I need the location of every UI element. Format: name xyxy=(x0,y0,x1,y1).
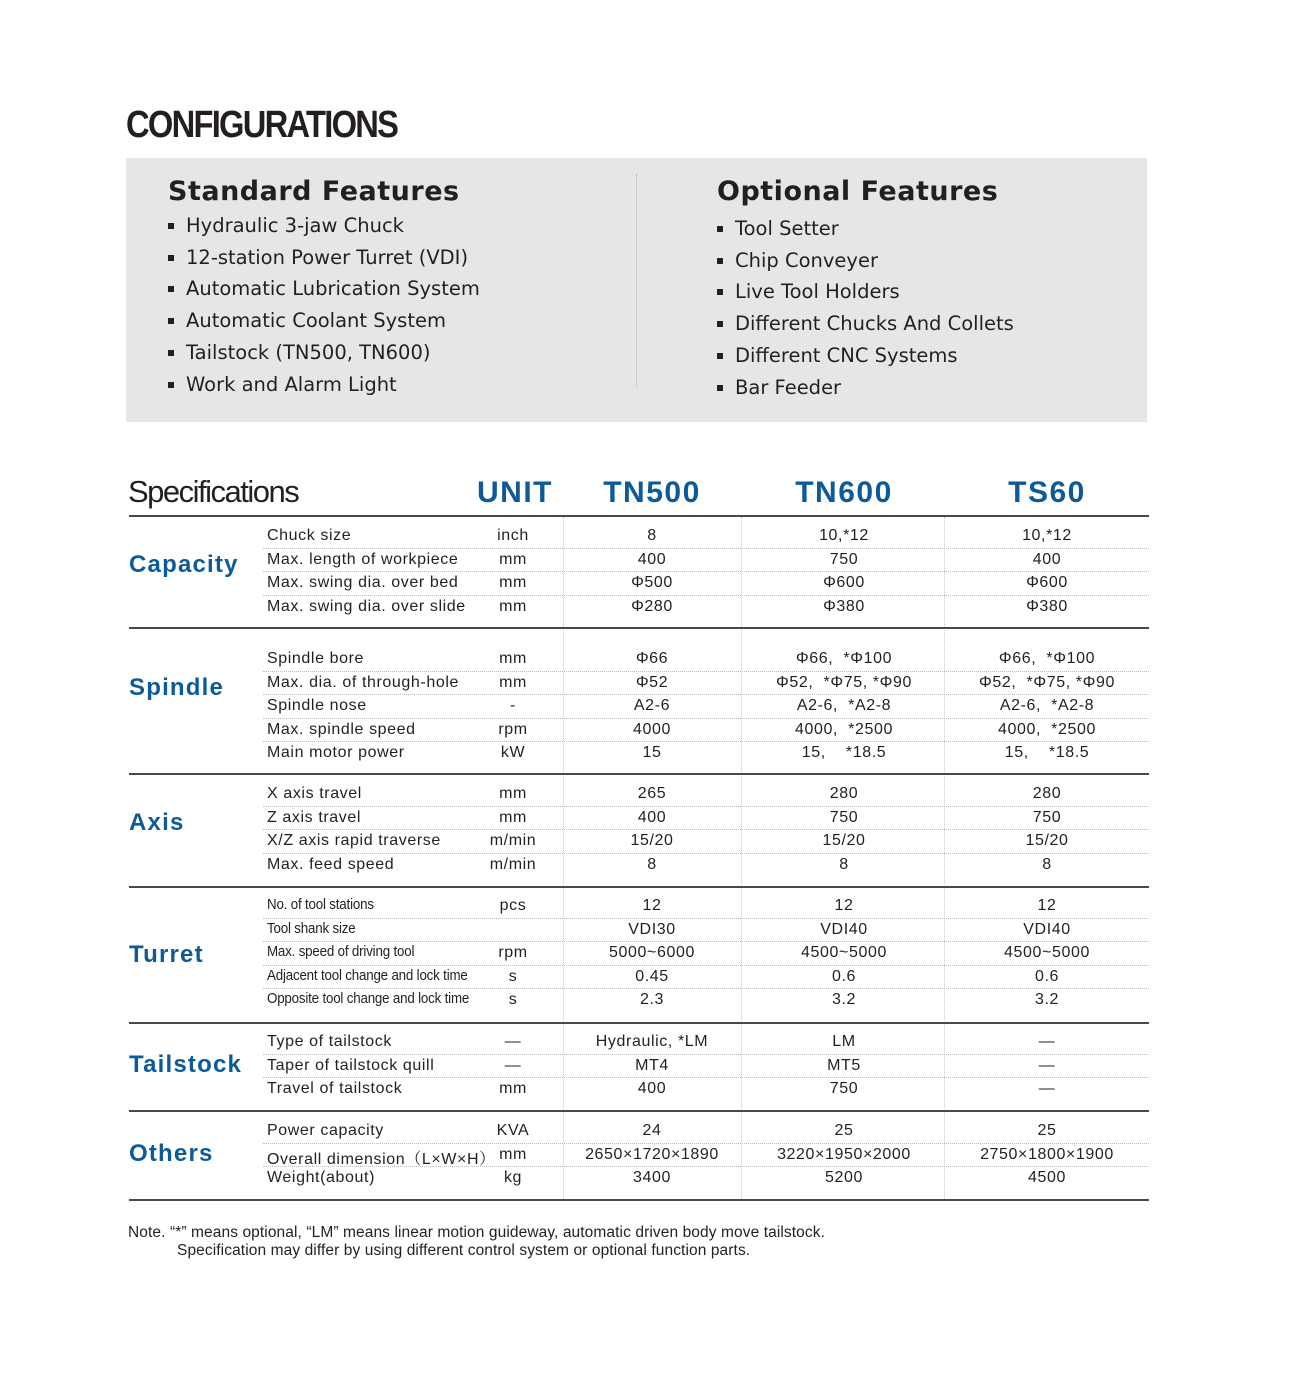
value-tn500: 400 xyxy=(637,550,667,568)
row-label: Max. swing dia. over slide xyxy=(267,597,466,615)
table-top-rule xyxy=(129,515,1149,517)
optional-features xyxy=(717,174,1014,403)
value-ts60: 15, *18.5 xyxy=(1004,744,1090,761)
list-item: Chip Conveyer xyxy=(717,245,1014,277)
table-row xyxy=(263,1143,1149,1168)
specifications-title: Specifications xyxy=(128,474,299,509)
row-label: Spindle nose xyxy=(267,697,367,714)
table-row xyxy=(263,571,1149,596)
value-tn500: 5000~6000 xyxy=(609,944,695,961)
table-row xyxy=(263,853,1149,877)
value-tn500: 8 xyxy=(647,855,657,873)
list-item: Work and Alarm Light xyxy=(168,369,480,401)
category-label: Spindle xyxy=(129,674,225,701)
value-ts60: 280 xyxy=(1032,785,1062,802)
value-ts60: 10,*12 xyxy=(1022,527,1072,544)
row-label: Power capacity xyxy=(267,1122,384,1139)
footnote xyxy=(128,1224,825,1260)
value-tn600: 15/20 xyxy=(822,832,866,849)
row-unit: mm xyxy=(499,1145,527,1163)
row-unit: m/min xyxy=(489,832,537,849)
row-label: Z axis travel xyxy=(267,808,362,826)
row-label: Weight(about) xyxy=(267,1169,376,1186)
table-row xyxy=(263,941,1149,966)
value-tn600: 0.6 xyxy=(831,967,857,985)
value-ts60: Φ52, *Φ75, *Φ90 xyxy=(979,673,1115,691)
value-tn600: MT5 xyxy=(827,1056,861,1074)
value-tn500: 4000 xyxy=(633,720,671,738)
value-tn500: 400 xyxy=(637,808,667,826)
value-tn600: 4000, *2500 xyxy=(795,720,893,738)
row-unit: mm xyxy=(499,1080,527,1097)
table-row xyxy=(263,988,1149,1012)
value-ts60: 0.6 xyxy=(1034,967,1060,985)
column-header-tn600: TN600 xyxy=(795,476,893,509)
value-ts60: 8 xyxy=(1042,855,1052,873)
group-separator xyxy=(129,773,1149,775)
value-tn600: 3.2 xyxy=(831,991,857,1008)
value-tn600: 5200 xyxy=(825,1169,863,1186)
row-label: Chuck size xyxy=(267,527,352,544)
row-unit: mm xyxy=(499,785,527,802)
value-tn500: 400 xyxy=(637,1080,667,1097)
table-row xyxy=(263,782,1149,807)
value-ts60: 4500 xyxy=(1028,1169,1066,1186)
table-row xyxy=(263,918,1149,943)
value-tn600: 10,*12 xyxy=(819,527,869,544)
value-tn500: Hydraulic, *LM xyxy=(595,1033,709,1050)
group-separator xyxy=(129,1199,1149,1201)
value-tn600: A2-6, *A2-8 xyxy=(796,697,892,714)
value-tn500: 3400 xyxy=(633,1169,671,1186)
value-tn600: LM xyxy=(832,1033,856,1050)
table-row xyxy=(263,1077,1149,1101)
value-tn500: 265 xyxy=(637,785,667,802)
list-item: Automatic Coolant System xyxy=(168,305,480,337)
value-tn500: A2-6 xyxy=(633,697,671,714)
table-row xyxy=(263,1030,1149,1055)
table-row xyxy=(263,1054,1149,1079)
row-label: Max. speed of driving tool xyxy=(267,944,415,960)
value-ts60: 3.2 xyxy=(1034,991,1060,1008)
group-separator xyxy=(129,1022,1149,1024)
row-unit: mm xyxy=(499,574,527,591)
row-label: Max. dia. of through-hole xyxy=(267,673,459,691)
row-label: Max. swing dia. over bed xyxy=(267,574,459,591)
row-label: X axis travel xyxy=(267,785,362,802)
value-ts60: VDI40 xyxy=(1023,920,1071,938)
row-unit: mm xyxy=(499,597,527,615)
standard-features-list xyxy=(168,210,480,400)
table-row xyxy=(263,829,1149,854)
row-label: Max. length of workpiece xyxy=(267,550,459,568)
value-tn500: 24 xyxy=(642,1122,662,1139)
row-label: Max. feed speed xyxy=(267,855,395,873)
value-tn500: 15 xyxy=(642,744,662,761)
value-tn500: Φ52 xyxy=(635,673,669,691)
group-separator xyxy=(129,627,1149,629)
value-tn500: 12 xyxy=(642,897,662,914)
value-tn600: 15, *18.5 xyxy=(801,744,887,761)
list-item: Live Tool Holders xyxy=(717,276,1014,308)
table-row xyxy=(263,548,1149,573)
group-separator xyxy=(129,886,1149,888)
list-item: Automatic Lubrication System xyxy=(168,273,480,305)
page-title: CONFIGURATIONS xyxy=(126,104,398,146)
table-row xyxy=(263,806,1149,831)
value-tn500: MT4 xyxy=(635,1056,669,1074)
optional-features-heading: Optional Features xyxy=(717,176,999,207)
value-tn600: VDI40 xyxy=(820,920,868,938)
value-tn500: Φ280 xyxy=(631,597,673,615)
value-tn600: 4500~5000 xyxy=(801,944,887,961)
row-unit: — xyxy=(504,1033,522,1050)
row-unit: mm xyxy=(499,550,527,568)
value-ts60: A2-6, *A2-8 xyxy=(999,697,1095,714)
value-tn500: 0.45 xyxy=(635,967,669,985)
row-label: Opposite tool change and lock time xyxy=(267,991,470,1007)
footnote-line-1: Note. “*” means optional, “LM” means linear motion guideway, automatic driven body move tailstock. xyxy=(128,1224,825,1241)
row-unit: - xyxy=(510,697,516,714)
column-header-unit: UNIT xyxy=(477,476,553,509)
column-header-ts60: TS60 xyxy=(1008,476,1086,509)
row-unit: pcs xyxy=(499,897,527,914)
value-ts60: 400 xyxy=(1032,550,1062,568)
value-tn600: Φ380 xyxy=(823,597,865,615)
value-tn500: Φ66 xyxy=(635,650,669,667)
value-tn600: 3220×1950×2000 xyxy=(777,1145,911,1163)
row-label: Type of tailstock xyxy=(267,1033,392,1050)
table-row xyxy=(263,524,1149,549)
row-unit: kg xyxy=(503,1169,523,1186)
row-label: No. of tool stations xyxy=(267,897,374,913)
table-row xyxy=(263,694,1149,719)
value-ts60: 4000, *2500 xyxy=(998,720,1096,738)
value-ts60: Φ600 xyxy=(1026,574,1068,591)
value-ts60: — xyxy=(1038,1033,1056,1050)
optional-features-list xyxy=(717,213,1014,403)
features-divider xyxy=(636,174,637,388)
row-label: Max. spindle speed xyxy=(267,720,416,738)
row-label: Tool shank size xyxy=(267,920,356,937)
table-row xyxy=(263,894,1149,919)
group-separator xyxy=(129,1110,1149,1112)
value-ts60: 12 xyxy=(1037,897,1057,914)
list-item: Tailstock (TN500, TN600) xyxy=(168,337,480,369)
value-tn600: Φ52, *Φ75, *Φ90 xyxy=(776,673,912,691)
value-tn600: Φ66, *Φ100 xyxy=(795,650,893,667)
row-unit: mm xyxy=(499,673,527,691)
row-label: X/Z axis rapid traverse xyxy=(267,832,441,849)
row-unit: — xyxy=(504,1056,522,1074)
list-item: Bar Feeder xyxy=(717,372,1014,404)
standard-features xyxy=(168,174,480,400)
value-ts60: — xyxy=(1038,1056,1056,1074)
category-label: Axis xyxy=(129,809,185,836)
row-label: Main motor power xyxy=(267,744,405,761)
table-row xyxy=(263,741,1149,765)
column-header-tn500: TN500 xyxy=(603,476,701,509)
row-label: Travel of tailstock xyxy=(267,1080,403,1097)
list-item: Different Chucks And Collets xyxy=(717,308,1014,340)
table-row xyxy=(263,965,1149,990)
value-tn500: Φ500 xyxy=(631,574,673,591)
standard-features-heading: Standard Features xyxy=(168,176,460,207)
value-tn600: Φ600 xyxy=(823,574,865,591)
list-item: Different CNC Systems xyxy=(717,340,1014,372)
value-ts60: 15/20 xyxy=(1025,832,1069,849)
value-ts60: 25 xyxy=(1037,1122,1057,1139)
row-label: Overall dimension（L×W×H） xyxy=(267,1150,496,1168)
row-unit: inch xyxy=(497,527,529,544)
value-tn600: 25 xyxy=(834,1122,854,1139)
row-unit: rpm xyxy=(498,720,528,738)
row-unit: mm xyxy=(499,808,527,826)
value-ts60: 2750×1800×1900 xyxy=(980,1145,1114,1163)
value-tn600: 12 xyxy=(834,897,854,914)
list-item: 12-station Power Turret (VDI) xyxy=(168,242,480,274)
row-unit: rpm xyxy=(498,944,528,961)
category-label: Turret xyxy=(129,941,204,968)
value-tn500: 15/20 xyxy=(630,832,674,849)
footnote-line-2: Specification may differ by using different control system or optional function parts. xyxy=(177,1242,751,1259)
value-ts60: 4500~5000 xyxy=(1004,944,1090,961)
value-ts60: Φ380 xyxy=(1026,597,1068,615)
value-tn500: VDI30 xyxy=(628,920,676,938)
value-tn500: 2.3 xyxy=(639,991,665,1008)
list-item: Hydraulic 3-jaw Chuck xyxy=(168,210,480,242)
row-unit: mm xyxy=(499,650,527,667)
table-row xyxy=(263,718,1149,743)
category-label: Others xyxy=(129,1140,214,1167)
table-row xyxy=(263,671,1149,696)
category-label: Tailstock xyxy=(129,1051,243,1078)
value-tn600: 750 xyxy=(829,550,859,568)
value-tn600: 280 xyxy=(829,785,859,802)
row-unit: s xyxy=(508,967,518,985)
value-tn600: 750 xyxy=(829,1080,859,1097)
table-row xyxy=(263,647,1149,672)
row-unit: KVA xyxy=(496,1122,530,1139)
row-label: Taper of tailstock quill xyxy=(267,1056,435,1074)
list-item: Tool Setter xyxy=(717,213,1014,245)
value-tn500: 2650×1720×1890 xyxy=(585,1145,719,1163)
value-ts60: — xyxy=(1038,1080,1056,1097)
row-unit: s xyxy=(508,991,518,1008)
value-tn600: 750 xyxy=(829,808,859,826)
row-label: Adjacent tool change and lock time xyxy=(267,967,468,984)
category-label: Capacity xyxy=(129,551,239,578)
value-ts60: Φ66, *Φ100 xyxy=(998,650,1096,667)
value-tn500: 8 xyxy=(647,527,657,544)
value-ts60: 750 xyxy=(1032,808,1062,826)
row-label: Spindle bore xyxy=(267,650,365,667)
table-row xyxy=(263,1166,1149,1190)
value-tn600: 8 xyxy=(839,855,849,873)
table-row xyxy=(263,1119,1149,1144)
row-unit: kW xyxy=(500,744,526,761)
row-unit: m/min xyxy=(489,855,537,873)
table-row xyxy=(263,595,1149,619)
